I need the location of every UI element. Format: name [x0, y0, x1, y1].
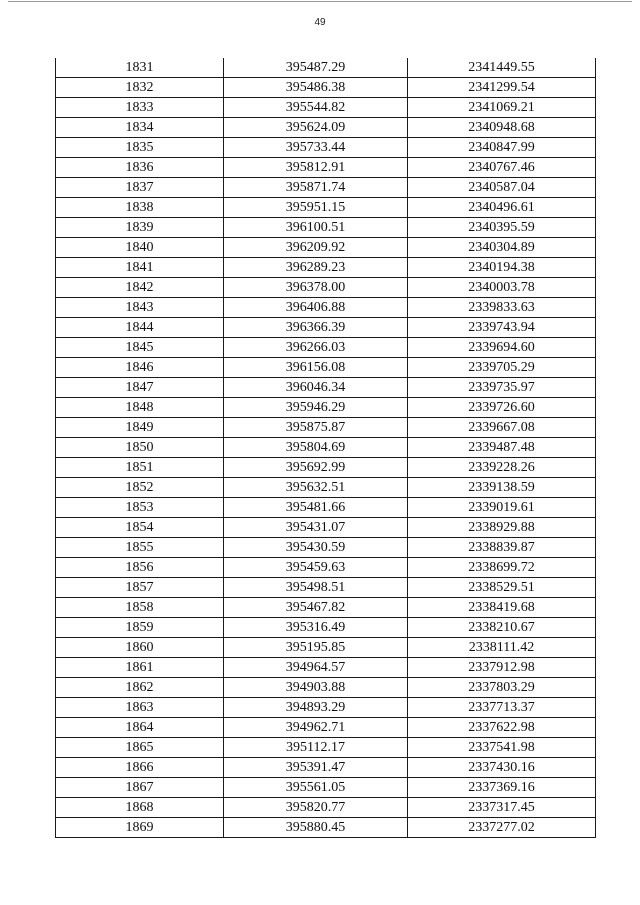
table-row — [56, 118, 596, 138]
y-coordinate-cell: 2338929.88 — [408, 518, 596, 538]
point-number-cell: 1853 — [56, 498, 224, 518]
table-row — [56, 618, 596, 638]
point-number-cell: 1839 — [56, 218, 224, 238]
point-number-cell: 1861 — [56, 658, 224, 678]
x-coordinate-cell: 395486.38 — [224, 78, 408, 98]
point-number-cell: 1854 — [56, 518, 224, 538]
y-coordinate-cell: 2340304.89 — [408, 238, 596, 258]
table-row — [56, 578, 596, 598]
table-row — [56, 738, 596, 758]
x-coordinate-cell: 395733.44 — [224, 138, 408, 158]
y-coordinate-cell: 2340194.38 — [408, 258, 596, 278]
point-number-cell: 1852 — [56, 478, 224, 498]
y-coordinate-cell: 2338419.68 — [408, 598, 596, 618]
x-coordinate-cell: 395112.17 — [224, 738, 408, 758]
y-coordinate-cell: 2339228.26 — [408, 458, 596, 478]
x-coordinate-cell: 395481.66 — [224, 498, 408, 518]
x-coordinate-cell: 394893.29 — [224, 698, 408, 718]
point-number-cell: 1836 — [56, 158, 224, 178]
table-row — [56, 558, 596, 578]
x-coordinate-cell: 395498.51 — [224, 578, 408, 598]
x-coordinate-cell: 395561.05 — [224, 778, 408, 798]
x-coordinate-cell: 395316.49 — [224, 618, 408, 638]
point-number-cell: 1844 — [56, 318, 224, 338]
table-row — [56, 298, 596, 318]
y-coordinate-cell: 2338210.67 — [408, 618, 596, 638]
table-row — [56, 598, 596, 618]
y-coordinate-cell: 2338111.42 — [408, 638, 596, 658]
table-row — [56, 98, 596, 118]
table-row — [56, 178, 596, 198]
x-coordinate-cell: 396406.88 — [224, 298, 408, 318]
y-coordinate-cell: 2338699.72 — [408, 558, 596, 578]
y-coordinate-cell: 2340496.61 — [408, 198, 596, 218]
table-row — [56, 58, 596, 78]
table-row — [56, 438, 596, 458]
y-coordinate-cell: 2340948.68 — [408, 118, 596, 138]
x-coordinate-cell: 395871.74 — [224, 178, 408, 198]
y-coordinate-cell: 2340767.46 — [408, 158, 596, 178]
y-coordinate-cell: 2339726.60 — [408, 398, 596, 418]
coordinates-table-container — [55, 58, 595, 838]
x-coordinate-cell: 395624.09 — [224, 118, 408, 138]
table-row — [56, 498, 596, 518]
table-row — [56, 818, 596, 838]
x-coordinate-cell: 395692.99 — [224, 458, 408, 478]
point-number-cell: 1864 — [56, 718, 224, 738]
x-coordinate-cell: 396100.51 — [224, 218, 408, 238]
y-coordinate-cell: 2339833.63 — [408, 298, 596, 318]
table-row — [56, 338, 596, 358]
y-coordinate-cell: 2340003.78 — [408, 278, 596, 298]
point-number-cell: 1834 — [56, 118, 224, 138]
table-row — [56, 638, 596, 658]
point-number-cell: 1859 — [56, 618, 224, 638]
point-number-cell: 1867 — [56, 778, 224, 798]
table-row — [56, 678, 596, 698]
point-number-cell: 1838 — [56, 198, 224, 218]
top-rule — [8, 1, 632, 2]
x-coordinate-cell: 395459.63 — [224, 558, 408, 578]
y-coordinate-cell: 2337369.16 — [408, 778, 596, 798]
x-coordinate-cell: 395391.47 — [224, 758, 408, 778]
point-number-cell: 1840 — [56, 238, 224, 258]
point-number-cell: 1862 — [56, 678, 224, 698]
y-coordinate-cell: 2339138.59 — [408, 478, 596, 498]
point-number-cell: 1833 — [56, 98, 224, 118]
point-number-cell: 1863 — [56, 698, 224, 718]
point-number-cell: 1868 — [56, 798, 224, 818]
table-row — [56, 78, 596, 98]
point-number-cell: 1846 — [56, 358, 224, 378]
point-number-cell: 1860 — [56, 638, 224, 658]
table-row — [56, 418, 596, 438]
page-number: 49 — [314, 17, 326, 28]
table-row — [56, 758, 596, 778]
x-coordinate-cell: 394962.71 — [224, 718, 408, 738]
y-coordinate-cell: 2337277.02 — [408, 818, 596, 838]
point-number-cell: 1849 — [56, 418, 224, 438]
x-coordinate-cell: 395430.59 — [224, 538, 408, 558]
table-row — [56, 698, 596, 718]
table-row — [56, 658, 596, 678]
x-coordinate-cell: 395487.29 — [224, 58, 408, 78]
table-row — [56, 398, 596, 418]
point-number-cell: 1855 — [56, 538, 224, 558]
y-coordinate-cell: 2339743.94 — [408, 318, 596, 338]
x-coordinate-cell: 395951.15 — [224, 198, 408, 218]
table-row — [56, 458, 596, 478]
table-row — [56, 358, 596, 378]
point-number-cell: 1865 — [56, 738, 224, 758]
table-row — [56, 138, 596, 158]
y-coordinate-cell: 2338839.87 — [408, 538, 596, 558]
y-coordinate-cell: 2340847.99 — [408, 138, 596, 158]
x-coordinate-cell: 395812.91 — [224, 158, 408, 178]
y-coordinate-cell: 2339735.97 — [408, 378, 596, 398]
y-coordinate-cell: 2341069.21 — [408, 98, 596, 118]
coordinates-table — [55, 58, 596, 838]
table-row — [56, 538, 596, 558]
x-coordinate-cell: 396046.34 — [224, 378, 408, 398]
y-coordinate-cell: 2337912.98 — [408, 658, 596, 678]
x-coordinate-cell: 394964.57 — [224, 658, 408, 678]
point-number-cell: 1835 — [56, 138, 224, 158]
table-row — [56, 378, 596, 398]
y-coordinate-cell: 2339487.48 — [408, 438, 596, 458]
table-row — [56, 198, 596, 218]
coordinates-table-body — [56, 58, 596, 838]
x-coordinate-cell: 396266.03 — [224, 338, 408, 358]
x-coordinate-cell: 395946.29 — [224, 398, 408, 418]
table-row — [56, 158, 596, 178]
x-coordinate-cell: 395431.07 — [224, 518, 408, 538]
x-coordinate-cell: 394903.88 — [224, 678, 408, 698]
table-row — [56, 478, 596, 498]
point-number-cell: 1841 — [56, 258, 224, 278]
x-coordinate-cell: 395880.45 — [224, 818, 408, 838]
x-coordinate-cell: 396289.23 — [224, 258, 408, 278]
y-coordinate-cell: 2339667.08 — [408, 418, 596, 438]
x-coordinate-cell: 396366.39 — [224, 318, 408, 338]
point-number-cell: 1850 — [56, 438, 224, 458]
point-number-cell: 1866 — [56, 758, 224, 778]
point-number-cell: 1843 — [56, 298, 224, 318]
x-coordinate-cell: 395467.82 — [224, 598, 408, 618]
point-number-cell: 1847 — [56, 378, 224, 398]
table-row — [56, 258, 596, 278]
point-number-cell: 1831 — [56, 58, 224, 78]
point-number-cell: 1848 — [56, 398, 224, 418]
table-row — [56, 778, 596, 798]
y-coordinate-cell: 2339694.60 — [408, 338, 596, 358]
y-coordinate-cell: 2340395.59 — [408, 218, 596, 238]
table-row — [56, 318, 596, 338]
y-coordinate-cell: 2340587.04 — [408, 178, 596, 198]
x-coordinate-cell: 395820.77 — [224, 798, 408, 818]
table-row — [56, 238, 596, 258]
table-row — [56, 218, 596, 238]
point-number-cell: 1851 — [56, 458, 224, 478]
y-coordinate-cell: 2341299.54 — [408, 78, 596, 98]
y-coordinate-cell: 2337430.16 — [408, 758, 596, 778]
x-coordinate-cell: 395632.51 — [224, 478, 408, 498]
y-coordinate-cell: 2337541.98 — [408, 738, 596, 758]
table-row — [56, 718, 596, 738]
x-coordinate-cell: 396156.08 — [224, 358, 408, 378]
point-number-cell: 1832 — [56, 78, 224, 98]
y-coordinate-cell: 2337317.45 — [408, 798, 596, 818]
point-number-cell: 1837 — [56, 178, 224, 198]
table-row — [56, 278, 596, 298]
point-number-cell: 1858 — [56, 598, 224, 618]
point-number-cell: 1869 — [56, 818, 224, 838]
x-coordinate-cell: 395875.87 — [224, 418, 408, 438]
point-number-cell: 1857 — [56, 578, 224, 598]
y-coordinate-cell: 2338529.51 — [408, 578, 596, 598]
x-coordinate-cell: 395195.85 — [224, 638, 408, 658]
y-coordinate-cell: 2337713.37 — [408, 698, 596, 718]
y-coordinate-cell: 2339705.29 — [408, 358, 596, 378]
y-coordinate-cell: 2337622.98 — [408, 718, 596, 738]
table-row — [56, 518, 596, 538]
y-coordinate-cell: 2341449.55 — [408, 58, 596, 78]
x-coordinate-cell: 396209.92 — [224, 238, 408, 258]
table-row — [56, 798, 596, 818]
point-number-cell: 1856 — [56, 558, 224, 578]
x-coordinate-cell: 396378.00 — [224, 278, 408, 298]
y-coordinate-cell: 2337803.29 — [408, 678, 596, 698]
point-number-cell: 1845 — [56, 338, 224, 358]
x-coordinate-cell: 395544.82 — [224, 98, 408, 118]
y-coordinate-cell: 2339019.61 — [408, 498, 596, 518]
x-coordinate-cell: 395804.69 — [224, 438, 408, 458]
point-number-cell: 1842 — [56, 278, 224, 298]
